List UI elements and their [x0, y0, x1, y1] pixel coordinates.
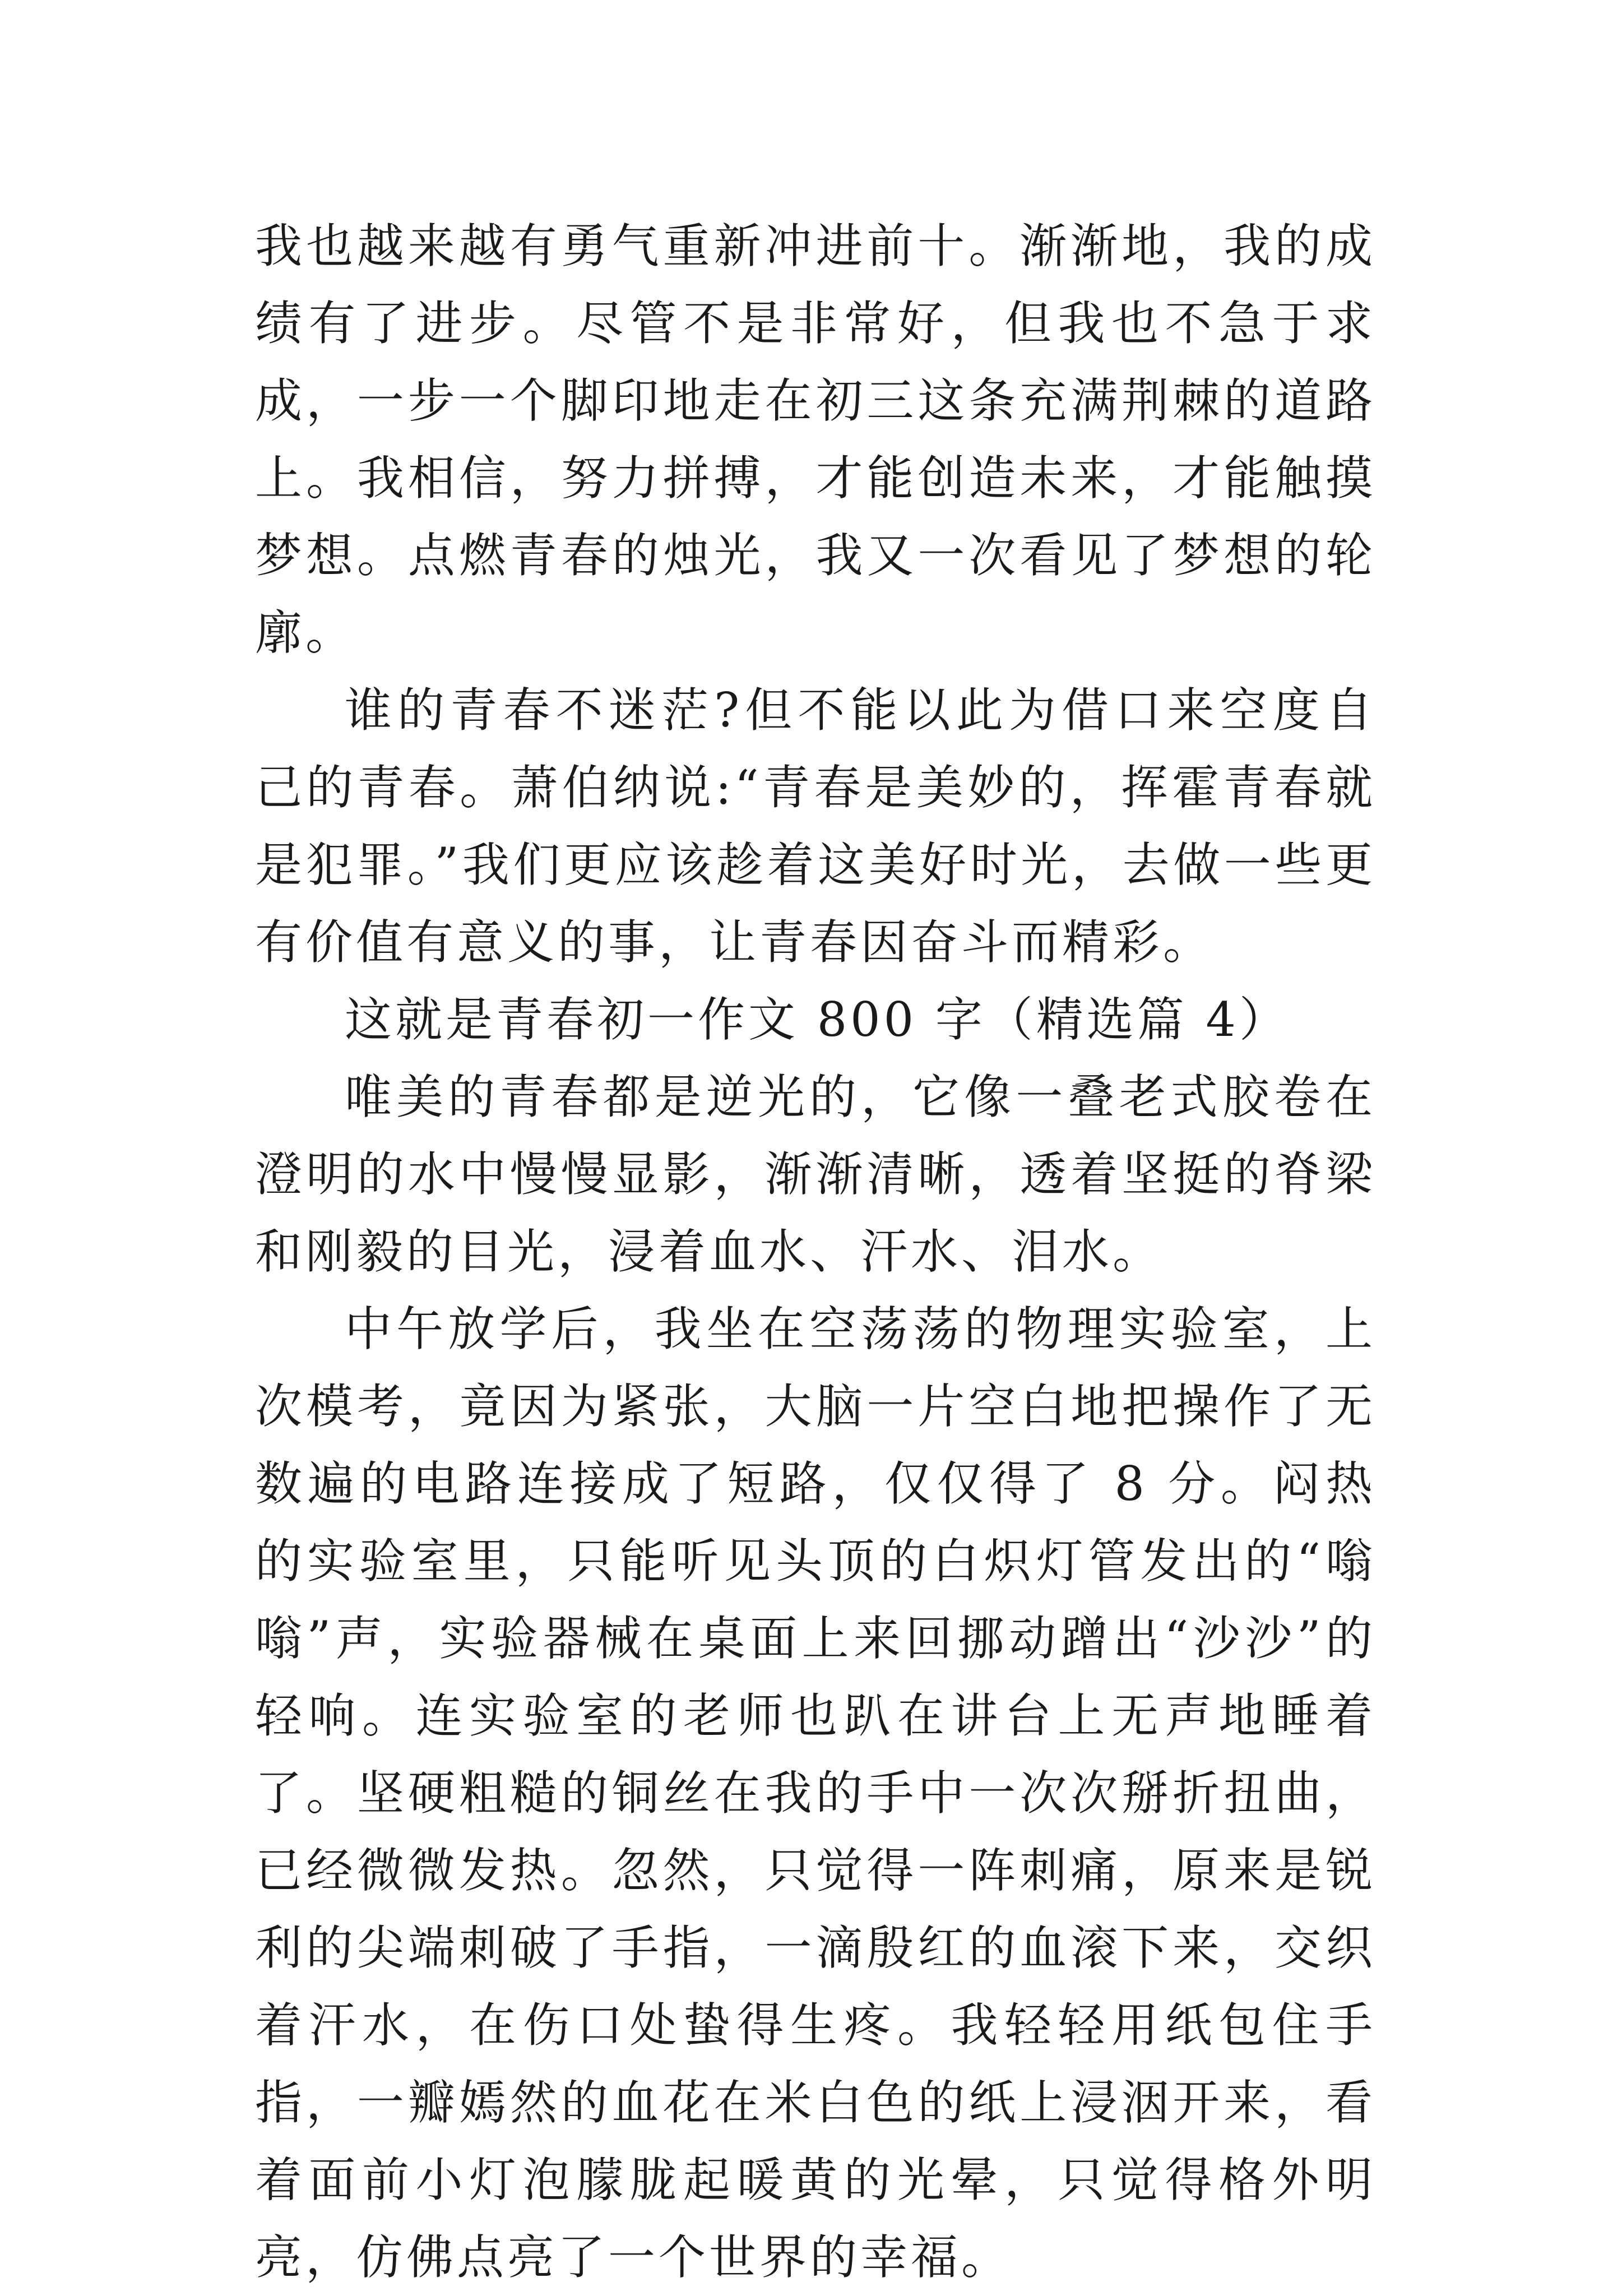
paragraph-3: 唯美的青春都是逆光的，它像一叠老式胶卷在澄明的水中慢慢显影，渐渐清晰，透着坚挺的脊梁和刚毅的目光，浸着血水、汗水、泪水。: [255, 1070, 1376, 1279]
paragraph-2: 谁的青春不迷茫?但不能以此为借口来空度自己的青春。萧伯纳说:“青春是美妙的，挥霍青春就是犯罪。”我们更应该趁着这美好时光，去做一些更有价值有意义的事，让青春因奋斗而精彩。: [255, 683, 1376, 970]
paragraph-1: 我也越来越有勇气重新冲进前十。渐渐地，我的成绩有了进步。尽管不是非常好，但我也不急于求成，一步一个脚印地走在初三这条充满荆棘的道路上。我相信，努力拼搏，才能创造未来，才能触摸梦想。点燃青春的烛光，我又一次看见了梦想的轮廓。: [255, 219, 1376, 660]
section-heading: 这就是青春初一作文 800 字（精选篇 4）: [345, 992, 1290, 1047]
paragraph-4: 中午放学后，我坐在空荡荡的物理实验室，上次模考，竟因为紧张，大脑一片空白地把操作了无数遍的电路连接成了短路，仅仅得了 8 分。闷热的实验室里，只能听见头顶的白炽灯管发出的“嗡嗡”声，实验器械在桌面上来回挪动蹭出“沙沙”的轻响。连实验室的老师也趴在讲台上无声地睡着了。坚硬粗糙的铜丝在我的手中一次次掰折扭曲，已经微微发热。忽然，只觉得一阵刺痛，原来是锐利的尖端刺破了手指，一滴殷红的血滚下来，交织着汗水，在伤口处蛰得生疼。我轻轻用纸包住手指，一瓣嫣然的血花在米白色的纸上浸洇开来，看着面前小灯泡朦胧起暖黄的光晕，只觉得格外明亮，仿佛点亮了一个世界的幸福。: [255, 1302, 1376, 2285]
document-body: [255, 207, 1376, 2296]
